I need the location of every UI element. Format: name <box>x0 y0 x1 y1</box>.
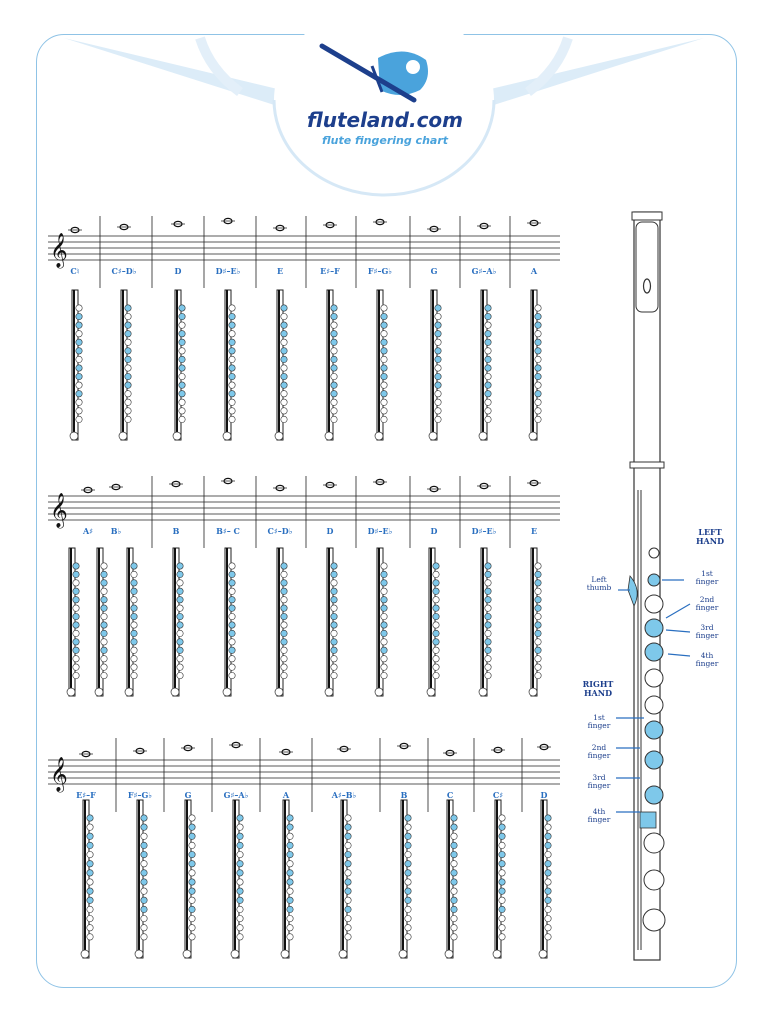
rh-finger-3-label: 3rd finger <box>587 773 611 790</box>
flute-key-icon <box>645 696 663 714</box>
right-hand-label: RIGHT HAND <box>582 679 614 698</box>
lh-finger-2-label: 2nd finger <box>695 595 719 612</box>
lh-finger-1-label: 1st finger <box>695 569 719 586</box>
note-label: D♯–E♭ <box>471 526 497 536</box>
note-label: E♯–F <box>320 266 340 276</box>
lh-finger-3-label: 3rd finger <box>695 623 719 640</box>
treble-clef-icon: 𝄞 <box>50 233 68 268</box>
lh-finger-4-label: 4th finger <box>695 651 719 668</box>
note-label: C♯ <box>492 790 504 800</box>
flute-key-icon <box>645 751 663 769</box>
flute-key-icon <box>644 870 664 890</box>
note-label: E <box>530 526 538 536</box>
note-label: C♯–D♭ <box>267 526 293 536</box>
rh-finger-1-label: 1st finger <box>587 713 611 730</box>
pointer-arrow <box>668 654 690 656</box>
flute-key-icon <box>645 619 663 637</box>
note-label: A♯–B♭ <box>331 790 357 800</box>
note-label: C <box>446 790 454 800</box>
flute-key-icon <box>644 833 664 853</box>
note-label: F♯–G♭ <box>127 790 153 800</box>
note-label: D♯–E♭ <box>367 526 393 536</box>
flute-key-icon <box>645 669 663 687</box>
flute-key-icon <box>645 721 663 739</box>
flute-key-icon <box>645 595 663 613</box>
note-label: C♯–D♭ <box>111 266 137 276</box>
pointer-arrow <box>666 604 690 618</box>
embouchure-hole <box>644 279 651 293</box>
treble-clef-icon: 𝄞 <box>50 757 68 792</box>
logo-wordmark[interactable]: fluteland.com <box>306 108 464 132</box>
pinky-key-icon <box>640 812 656 828</box>
note-label: A <box>530 266 538 276</box>
treble-clef-icon: 𝄞 <box>50 493 68 528</box>
note-label: A <box>282 790 290 800</box>
note-label: F♯–G♭ <box>367 266 393 276</box>
rh-finger-4-label: 4th finger <box>587 807 611 824</box>
note-label: C♮ <box>70 266 80 276</box>
note-label: B♭ <box>110 526 122 536</box>
note-label: G♯–A♭ <box>223 790 249 800</box>
note-label: G <box>184 790 192 800</box>
pointer-arrow <box>666 630 690 632</box>
note-label: G <box>430 266 438 276</box>
flute-key-icon <box>645 643 663 661</box>
note-label: D <box>326 526 334 536</box>
note-label: B♯– C <box>216 526 240 536</box>
note-label: D♯–E♭ <box>215 266 241 276</box>
note-label: D <box>540 790 548 800</box>
flute-key-icon <box>643 909 665 931</box>
note-label: E♯–F <box>76 790 96 800</box>
left-hand-label: LEFT HAND <box>695 527 724 546</box>
note-label: G♯–A♭ <box>471 266 497 276</box>
note-label: E <box>276 266 284 276</box>
note-label: D <box>430 526 438 536</box>
note-label: D <box>174 266 182 276</box>
left-thumb-label: Left thumb <box>586 575 612 592</box>
chart-subtitle: flute fingering chart <box>321 134 449 147</box>
rh-finger-2-label: 2nd finger <box>587 743 611 760</box>
flute-key-icon <box>649 548 659 558</box>
note-label: B <box>400 790 408 800</box>
note-label: B <box>172 526 180 536</box>
note-label: A♯ <box>82 526 94 536</box>
flute-key-icon <box>645 786 663 804</box>
flute-key-icon <box>648 574 660 586</box>
